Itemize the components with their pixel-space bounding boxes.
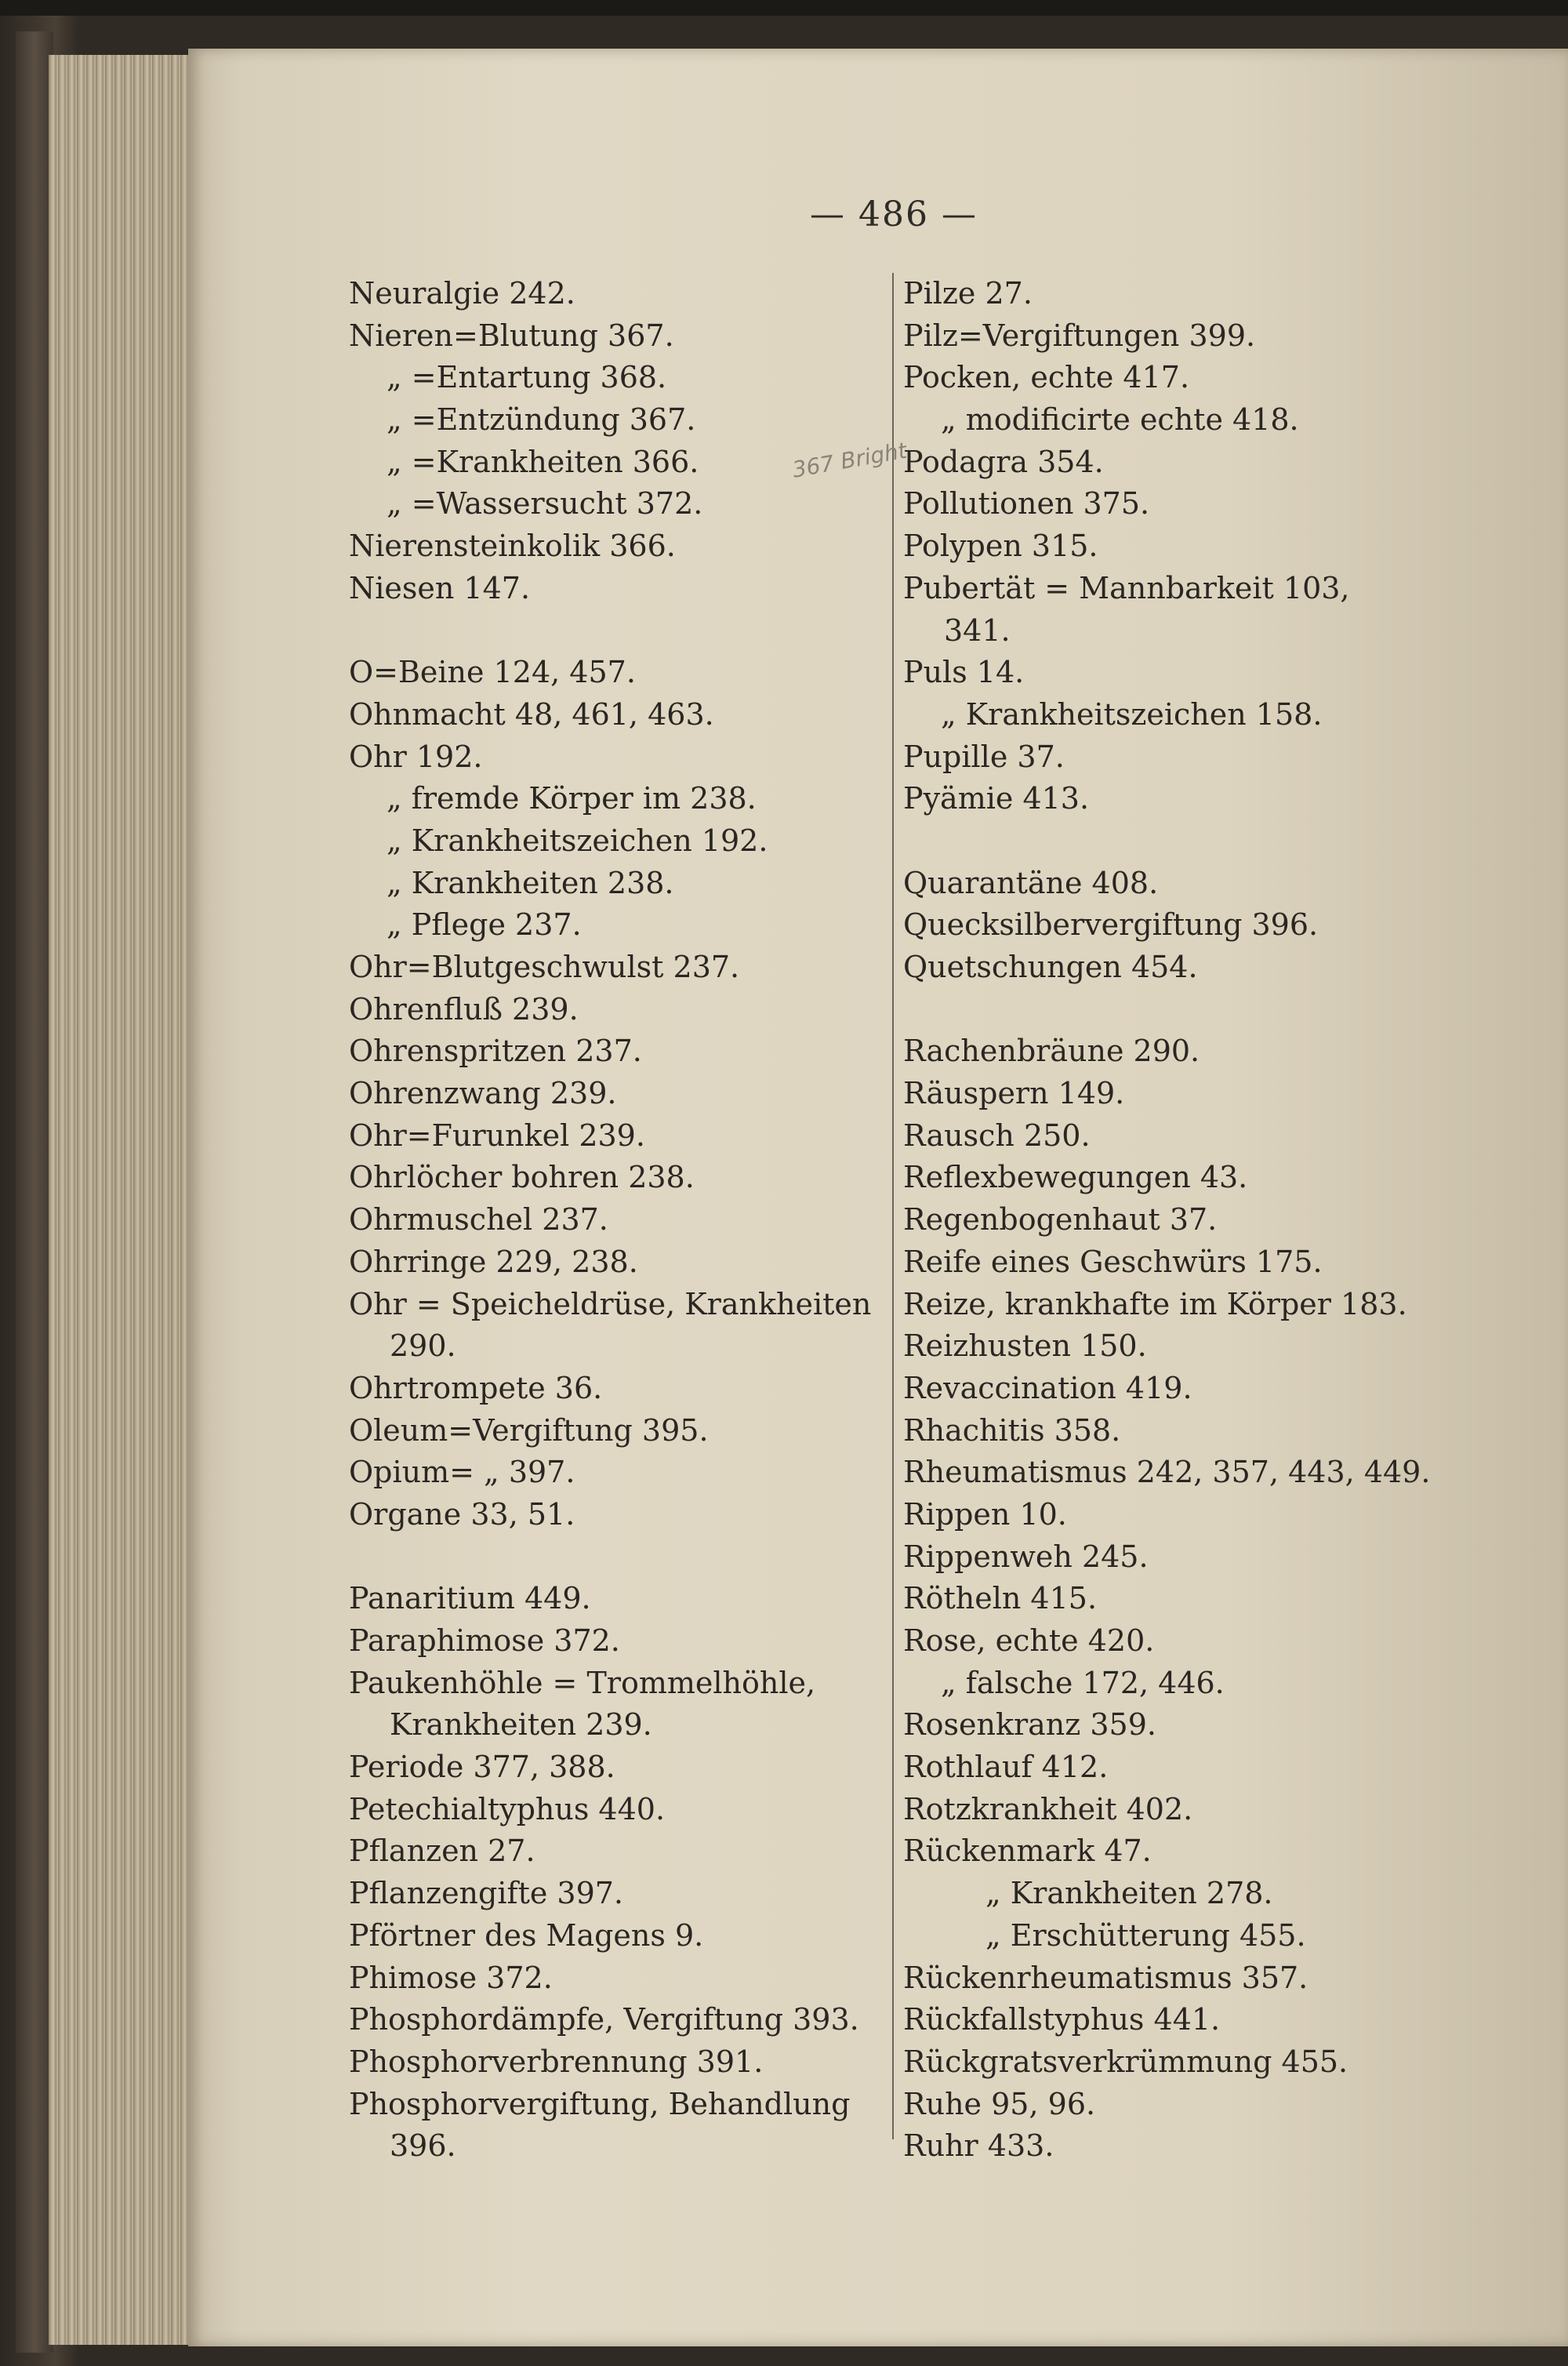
index-entry: 396. bbox=[390, 2128, 456, 2164]
index-entry: Nieren=Blutung 367. bbox=[349, 318, 674, 353]
index-entry: Reizhusten 150. bbox=[903, 1328, 1147, 1364]
index-entry: Ohrmuschel 237. bbox=[349, 1202, 608, 1238]
index-entry: „ =Entzündung 367. bbox=[387, 402, 696, 438]
index-entry: Regenbogenhaut 37. bbox=[903, 1202, 1218, 1238]
index-column-left bbox=[349, 273, 898, 2168]
index-entry: Reife eines Geschwürs 175. bbox=[903, 1244, 1323, 1279]
index-entry: Ruhr 433. bbox=[903, 2128, 1054, 2164]
index-entry: Niesen 147. bbox=[349, 570, 531, 605]
index-entry: „ =Krankheiten 366. bbox=[387, 444, 699, 479]
index-entry: Ohrenfluß 239. bbox=[349, 991, 579, 1027]
index-entry: Rückenmark 47. bbox=[903, 1834, 1152, 1869]
index-entry: Neuralgie 242. bbox=[349, 276, 575, 311]
index-entry: Oleum=Vergiftung 395. bbox=[349, 1412, 709, 1448]
index-entry: Pyämie 413. bbox=[903, 781, 1090, 816]
index-entry: Ohrtrompete 36. bbox=[349, 1370, 603, 1405]
index-entry: Pupille 37. bbox=[903, 739, 1065, 774]
index-entry: „ =Wassersucht 372. bbox=[387, 486, 703, 522]
index-entry: Organe 33, 51. bbox=[349, 1496, 575, 1532]
index-entry: Ohr=Blutgeschwulst 237. bbox=[349, 950, 740, 984]
index-entry-text: „ Erschütterung 455. bbox=[985, 1917, 1306, 1953]
index-entry: Ruhe 95, 96. bbox=[903, 2086, 1096, 2121]
index-entry: „ modificirte echte 418. bbox=[941, 402, 1299, 438]
index-entry: Podagra 354. bbox=[903, 444, 1104, 479]
index-entry: Ohrlöcher bohren 238. bbox=[349, 1160, 695, 1195]
index-entry: Rosenkranz 359. bbox=[903, 1707, 1156, 1743]
index-entry bbox=[903, 1915, 1452, 1957]
index-entry: Pflanzen 27. bbox=[349, 1834, 535, 1869]
index-entry-text: „ Krankheiten 278. bbox=[985, 1876, 1273, 1911]
index-entry: Rheumatismus 242, 357, 443, 449. bbox=[903, 1455, 1431, 1490]
index-entry: Rose, echte 420. bbox=[903, 1623, 1155, 1658]
index-entry: Krankheiten 239. bbox=[390, 1707, 652, 1743]
index-entry: „ Krankheitszeichen 192. bbox=[387, 823, 768, 858]
index-entry: Quecksilbervergiftung 396. bbox=[903, 907, 1319, 943]
index-entry: Ohr=Furunkel 239. bbox=[349, 1118, 645, 1153]
index-entry: „ Krankheiten 238. bbox=[387, 865, 674, 900]
index-entry: Rötheln 415. bbox=[903, 1581, 1098, 1616]
book-spine bbox=[16, 31, 53, 2353]
index-entry: Reflexbewegungen 43. bbox=[903, 1160, 1248, 1195]
index-entry: Paraphimose 372. bbox=[349, 1623, 620, 1658]
index-entry: Rippen 10. bbox=[903, 1496, 1067, 1532]
index-entry: Phosphorverbrennung 391. bbox=[349, 2044, 764, 2079]
index-entry: Rausch 250. bbox=[903, 1118, 1091, 1153]
index-entry: 341. bbox=[944, 612, 1011, 648]
index-entry: Panaritium 449. bbox=[349, 1581, 591, 1616]
index-entry: „ falsche 172, 446. bbox=[941, 1665, 1225, 1700]
index-gap bbox=[349, 1536, 898, 1579]
index-entry: Rachenbräune 290. bbox=[903, 1034, 1200, 1069]
index-entry: Rückenrheumatismus 357. bbox=[903, 1960, 1308, 1995]
index-entry: „ Pflege 237. bbox=[387, 907, 582, 943]
index-entry: Ohnmacht 48, 461, 463. bbox=[349, 696, 714, 732]
index-entry bbox=[903, 1873, 1452, 1915]
index-column-right bbox=[903, 273, 1452, 2168]
index-entry: Ohrenzwang 239. bbox=[349, 1076, 617, 1111]
index-entry: Petechialtyphus 440. bbox=[349, 1791, 666, 1826]
page-number: — 486 — bbox=[810, 194, 978, 234]
pencil-annotation: 367 Bright bbox=[790, 437, 909, 483]
index-entry: Pocken, echte 417. bbox=[903, 360, 1190, 395]
page-edges bbox=[49, 55, 201, 2345]
index-entry: Nierensteinkolik 366. bbox=[349, 529, 676, 564]
index-entry: 290. bbox=[390, 1328, 456, 1364]
index-entry: Paukenhöhle = Trommelhöhle, bbox=[349, 1665, 816, 1700]
index-entry: Pilze 27. bbox=[903, 276, 1033, 311]
index-entry: Quetschungen 454. bbox=[903, 950, 1198, 984]
index-entry: „ =Entartung 368. bbox=[387, 360, 667, 395]
index-entry: Pilz=Vergiftungen 399. bbox=[903, 318, 1256, 353]
index-entry: Phosphorvergiftung, Behandlung bbox=[349, 2086, 851, 2121]
index-gap bbox=[349, 610, 898, 652]
index-entry: Quarantäne 408. bbox=[903, 865, 1159, 900]
index-entry: Rotzkrankheit 402. bbox=[903, 1791, 1193, 1826]
index-entry: „ fremde Körper im 238. bbox=[387, 781, 757, 816]
index-gap bbox=[903, 989, 1452, 1031]
index-entry: Periode 377, 388. bbox=[349, 1750, 615, 1785]
index-entry: Pubertät = Mannbarkeit 103, bbox=[903, 570, 1350, 605]
index-entry: Revaccination 419. bbox=[903, 1370, 1192, 1405]
index-entry: Ohr = Speicheldrüse, Krankheiten bbox=[349, 1286, 872, 1321]
index-entry: Opium= „ 397. bbox=[349, 1455, 575, 1490]
index-entry: Rückfallstyphus 441. bbox=[903, 2002, 1221, 2037]
index-entry: Polypen 315. bbox=[903, 529, 1098, 564]
index-entry: Rhachitis 358. bbox=[903, 1412, 1121, 1448]
column-divider bbox=[892, 273, 894, 2139]
index-entry: O=Beine 124, 457. bbox=[349, 655, 636, 690]
index-entry: Rothlauf 412. bbox=[903, 1750, 1109, 1785]
index-entry: Phimose 372. bbox=[349, 1960, 553, 1995]
index-entry: Pollutionen 375. bbox=[903, 486, 1150, 522]
index-entry: Ohrenspritzen 237. bbox=[349, 1034, 642, 1069]
index-entry: „ Krankheitszeichen 158. bbox=[941, 696, 1323, 732]
index-entry: Ohr 192. bbox=[349, 739, 483, 774]
index-gap bbox=[903, 820, 1452, 863]
index-entry: Pflanzengifte 397. bbox=[349, 1876, 624, 1911]
index-entry: Pförtner des Magens 9. bbox=[349, 1917, 704, 1953]
index-entry: Phosphordämpfe, Vergiftung 393. bbox=[349, 2002, 859, 2037]
index-entry: Räuspern 149. bbox=[903, 1076, 1125, 1111]
index-entry: Reize, krankhafte im Körper 183. bbox=[903, 1286, 1407, 1321]
index-entry: Ohrringe 229, 238. bbox=[349, 1244, 638, 1279]
index-entry: Puls 14. bbox=[903, 655, 1025, 690]
index-entry: Rückgratsverkrümmung 455. bbox=[903, 2044, 1348, 2079]
index-entry: Rippenweh 245. bbox=[903, 1539, 1149, 1574]
